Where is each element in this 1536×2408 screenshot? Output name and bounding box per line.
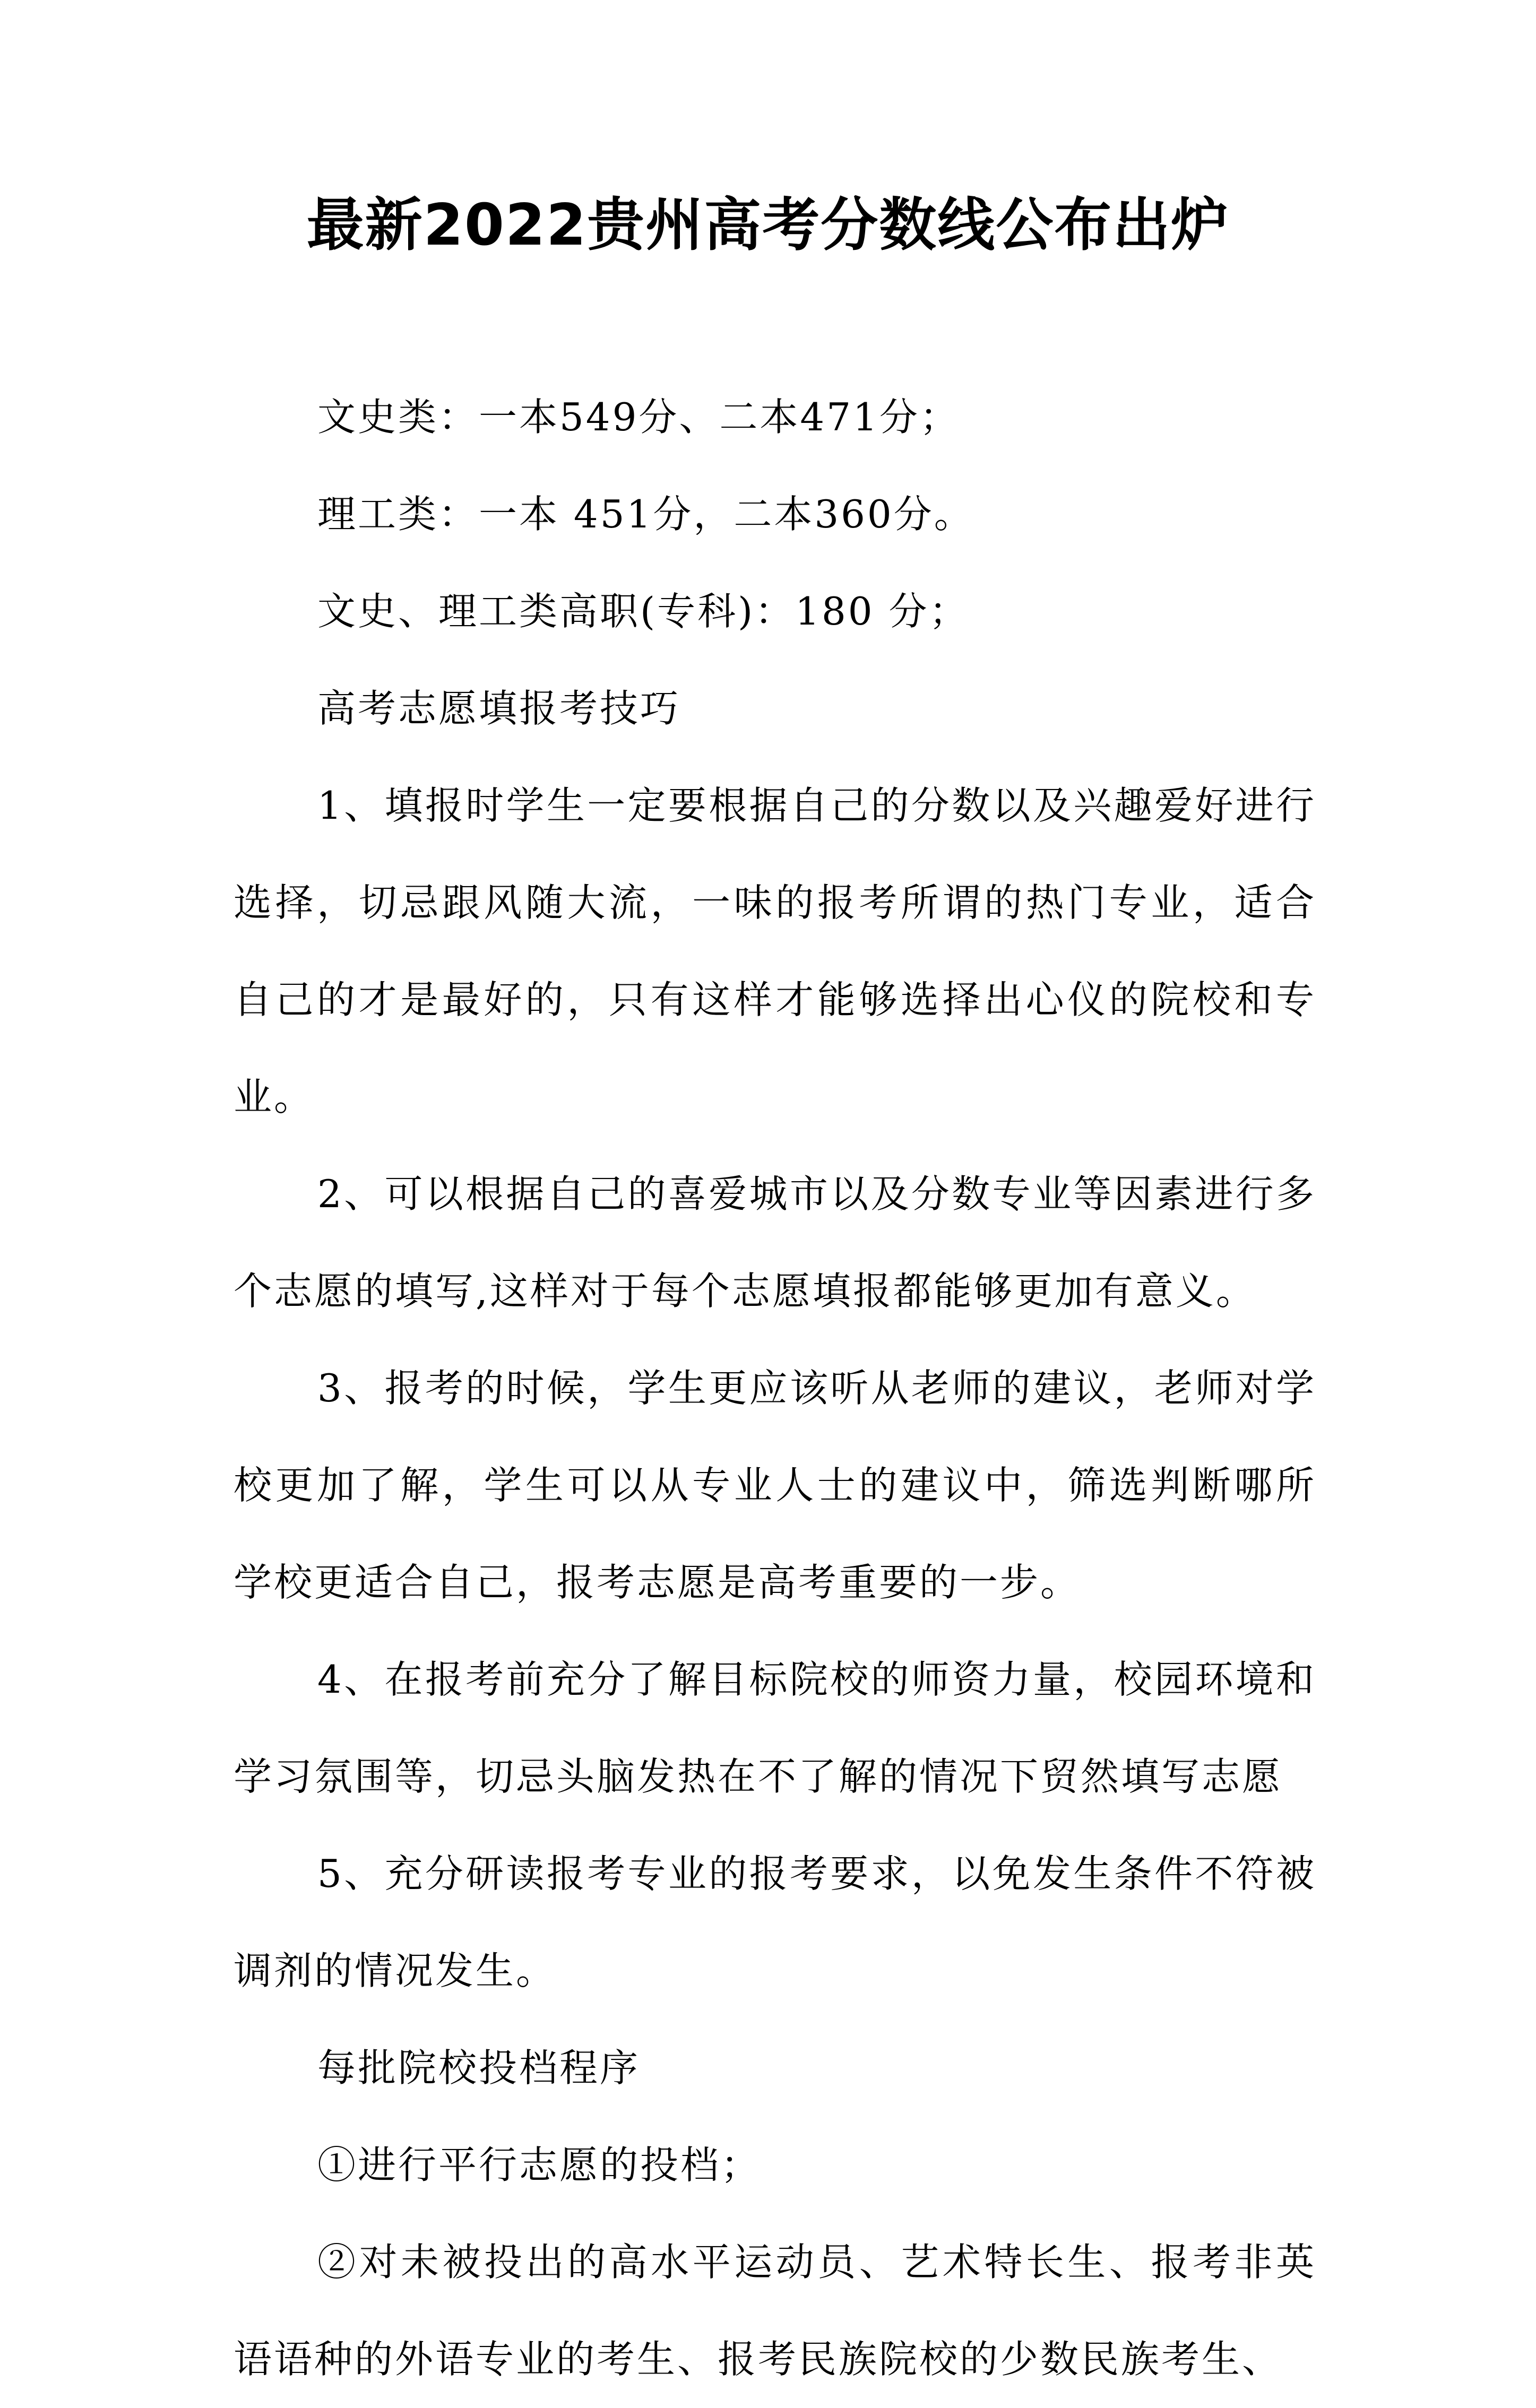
tip-paragraph-1: 1、填报时学生一定要根据自己的分数以及兴趣爱好进行选择，切忌跟风随大流，一味的报考所谓的热门专业，适合自己的才是最好的，只有这样才能够选择出心仪的院校和专业。 <box>234 783 1316 1119</box>
section-heading-tips: 高考志愿填报考技巧 <box>317 686 681 731</box>
score-line-science: 理工类：一本 451分，二本360分。 <box>317 492 974 536</box>
tip-paragraph-5: 5、充分研读报考专业的报考要求，以免发生条件不符被调剂的情况发生。 <box>234 1851 1316 1993</box>
document-title: 最新2022贵州高考分数线公布出炉 <box>306 192 1230 258</box>
procedure-step-2: ②对未被投出的高水平运动员、艺术特长生、报考非英语语种的外语专业的考生、报考民族院校的少数民族考生、 <box>234 2240 1316 2381</box>
tip-paragraph-4: 4、在报考前充分了解目标院校的师资力量，校园环境和学习氛围等，切忌头脑发热在不了解的情况下贸然填写志愿 <box>234 1657 1316 1799</box>
document-body <box>234 369 1316 2408</box>
tip-paragraph-2: 2、可以根据自己的喜爱城市以及分数专业等因素进行多个志愿的填写,这样对于每个志愿填报都能够更加有意义。 <box>234 1172 1316 1313</box>
procedure-step-1: ①进行平行志愿的投档； <box>317 2143 762 2187</box>
tip-paragraph-3: 3、报考的时候，学生更应该听从老师的建议，老师对学校更加了解，学生可以从专业人士的建议中，筛选判断哪所学校更适合自己，报考志愿是高考重要的一步。 <box>234 1366 1316 1605</box>
score-line-vocational: 文史、理工类高职(专科)：180 分； <box>317 589 970 634</box>
section-heading-procedure: 每批院校投档程序 <box>317 2046 641 2090</box>
score-line-liberal-arts: 文史类：一本549分、二本471分； <box>317 395 960 439</box>
